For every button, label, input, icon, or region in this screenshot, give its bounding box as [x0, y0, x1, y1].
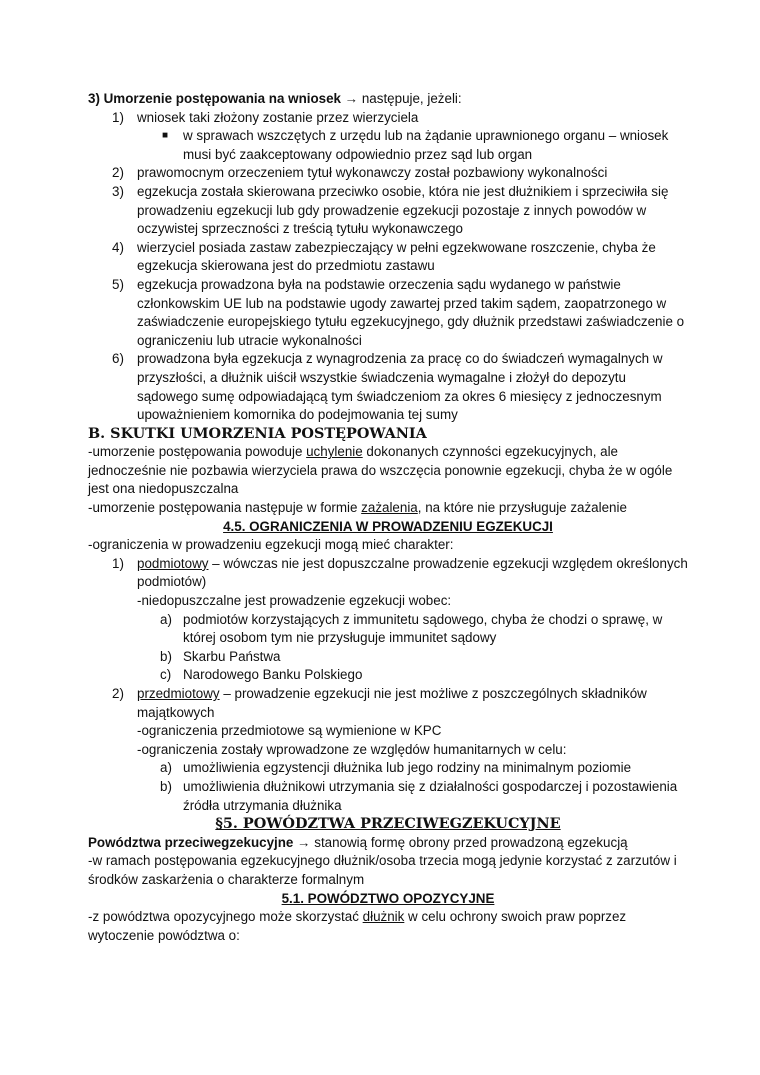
- list-item: [88, 109, 688, 165]
- letter-marker: c): [160, 667, 172, 683]
- underlined-term: uchylenie: [306, 444, 363, 460]
- square-bullet-icon: ■: [162, 130, 169, 142]
- list-item: [88, 183, 688, 239]
- right-arrow-icon: →: [344, 91, 359, 106]
- letter-list: [88, 611, 688, 685]
- sub-paragraph: -ograniczenia przedmiotowe są wymienione w KPC: [137, 723, 442, 739]
- list-item-text: egzekucja została skierowana przeciwko osobie, która nie jest dłużnikiem i sprzeciwiła się prowadzeniu egzekucji lub gdy prowadzenie egzekucji pozostaje z innych powodów w oczywistej sprzeczności z treścią tytułu wykonawczego: [137, 183, 669, 237]
- list-item: [88, 276, 688, 350]
- section-5-lead: [88, 834, 688, 853]
- list-marker: 2): [112, 686, 124, 701]
- letter-marker: a): [160, 611, 172, 627]
- section-3-heading: [88, 90, 688, 109]
- list-marker: 4): [112, 239, 124, 255]
- letter-item: [88, 611, 688, 648]
- section-5-lead-rest: stanowią formę obrony przed prowadzoną egzekucją: [314, 834, 628, 850]
- section-5-1-heading: 5.1. POWÓDZTWO OPOZYCYJNE: [281, 890, 495, 906]
- letter-marker: b): [160, 648, 172, 664]
- right-arrow-icon: →: [297, 834, 311, 850]
- letter-list: [88, 759, 688, 815]
- underlined-term: przedmiotowy: [137, 686, 220, 701]
- letter-marker: a): [160, 760, 172, 776]
- sub-bullet-item: [88, 127, 688, 164]
- document-page: [88, 90, 688, 945]
- text-run: -z powództwa opozycyjnego może skorzystać: [88, 909, 363, 925]
- section-b-paragraph-2: [88, 499, 688, 518]
- section-5-lead-term: Powództwa przeciwegzekucyjne: [88, 834, 294, 850]
- section-4-5-list: [88, 555, 688, 815]
- underlined-term: dłużnik: [362, 909, 405, 925]
- underlined-term: zażalenia: [361, 500, 418, 516]
- list-item: [88, 164, 688, 183]
- letter-marker: b): [160, 778, 172, 794]
- letter-item-text: Narodowego Banku Polskiego: [183, 667, 363, 683]
- list-item-text: – wówczas nie jest dopuszczalne prowadzenie egzekucji względem określonych podmiotów): [137, 555, 688, 590]
- letter-item: [88, 759, 688, 778]
- section-b-paragraph-1: [88, 443, 688, 499]
- list-item-text: egzekucja prowadzona była na podstawie orzeczenia sądu wydanego w państwie członkowskim UE lub na podstawie ugody zawartej przed takim sądem, zaopatrzonego w zaświadczenie europejskiego tytułu egzekucyjnego, gdy dłużnik przedstawi zaświadczenie o ograniczeniu lub utracie wykonalności: [137, 276, 685, 348]
- list-marker: 2): [112, 165, 124, 181]
- letter-item-text: umożliwienia egzystencji dłużnika lub jego rodziny na minimalnym poziomie: [183, 760, 632, 776]
- list-item: [88, 555, 688, 685]
- section-5-paragraph: -w ramach postępowania egzekucyjnego dłużnik/osoba trzecia mogą jedynie korzystać z zarzutów i środków zaskarżenia o charakterze formalnym: [88, 853, 677, 887]
- text-run: , na które nie przysługuje zażalenie: [417, 500, 627, 516]
- section-5-1-paragraph: [88, 908, 688, 945]
- list-marker: 1): [112, 109, 124, 125]
- list-item-text: prawomocnym orzeczeniem tytuł wykonawczy został pozbawiony wykonalności: [137, 165, 608, 181]
- section-4-5-heading: 4.5. OGRANICZENIA W PROWADZENIU EGZEKUCJI: [223, 518, 553, 534]
- text-run: -umorzenie postępowania następuje w formie: [88, 500, 362, 516]
- text-run: w celu ochrony swoich praw poprzez wytoczenie powództwa o:: [88, 909, 627, 943]
- list-item-text: wierzyciel posiada zastaw zabezpieczający w pełni egzekwowane roszczenie, chyba że egzekucja skierowana jest do przedmiotu zastawu: [137, 239, 656, 274]
- underlined-term: podmiotowy: [137, 555, 209, 571]
- list-item: [88, 685, 688, 815]
- sub-paragraph: -niedopuszczalne jest prowadzenie egzekucji wobec:: [137, 593, 452, 609]
- letter-item-text: podmiotów korzystających z immunitetu sądowego, chyba że chodzi o sprawę, w której osobom tym nie przysługuje immunitet sądowy: [183, 611, 663, 646]
- list-item: [88, 350, 688, 424]
- section-5-heading: §5. POWÓDZTWA PRZECIWEGZEKUCYJNE: [215, 815, 561, 833]
- letter-item-text: umożliwienia dłużnikowi utrzymania się z działalności gospodarczej i pozostawienia źródła utrzymania dłużnika: [183, 778, 678, 813]
- list-marker: 3): [112, 183, 124, 199]
- section-4-5-intro: -ograniczenia w prowadzeniu egzekucji mogą mieć charakter:: [88, 537, 454, 553]
- list-item-text: prowadzona była egzekucja z wynagrodzenia za pracę co do świadczeń wymagalnych w przyszłości, a dłużnik uiścił wszystkie świadczenia wymagalne i złożył do depozytu sądowego sumę odpowiadającą tym świadczeniom za okres 6 miesięcy z jednoczesnym upoważnieniem komornika do podejmowania tej sumy: [137, 351, 663, 423]
- text-run: -umorzenie postępowania powoduje: [88, 444, 307, 460]
- section-b-heading: B. SKUTKI UMORZENIA POSTĘPOWANIA: [88, 424, 427, 442]
- letter-item: [88, 666, 688, 685]
- letter-item: [88, 648, 688, 667]
- section-3-title: 3) Umorzenie postępowania na wniosek: [88, 91, 341, 106]
- list-item: [88, 239, 688, 276]
- list-item-text: wniosek taki złożony zostanie przez wierzyciela: [137, 109, 419, 125]
- sub-paragraph: -ograniczenia zostały wprowadzone ze względów humanitarnych w celu:: [137, 741, 567, 757]
- text-run: dokonanych czynności egzekucyjnych, ale jednocześnie nie pozbawia wierzyciela prawa do wszczęcia ponownie egzekucji, chyba że w ogóle jest ona niedopuszczalna: [88, 444, 673, 497]
- list-marker: 5): [112, 276, 124, 292]
- section-3-title-rest: następuje, jeżeli:: [361, 91, 462, 106]
- sub-bullet-list: [88, 127, 688, 164]
- list-marker: 6): [112, 351, 124, 367]
- section-3-list: [88, 109, 688, 425]
- sub-bullet-text: w sprawach wszczętych z urzędu lub na żądanie uprawnionego organu – wniosek musi być zaakceptowany odpowiednio przez sąd lub organ: [183, 128, 669, 162]
- letter-item: [88, 778, 688, 815]
- list-marker: 1): [112, 555, 124, 571]
- letter-item-text: Skarbu Państwa: [183, 648, 281, 664]
- list-item-text: – prowadzenie egzekucji nie jest możliwe z poszczególnych składników majątkowych: [137, 686, 647, 720]
